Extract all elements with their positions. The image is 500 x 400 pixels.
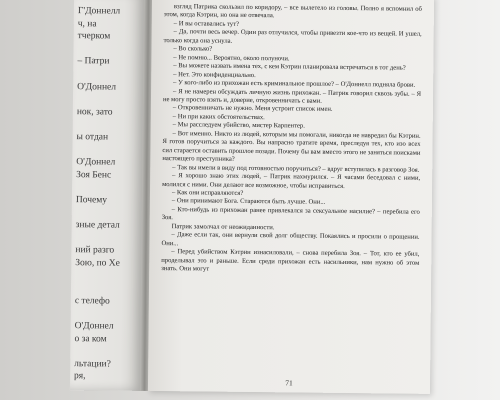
paragraph: – Не помню... Вероятно, около полуночи. (173, 53, 290, 63)
paragraph: – Кто-нибудь из прихожан ранее привлекался за сексуальное насилие? – перебила его Зоя. (161, 206, 420, 222)
paragraph: – Даже если так, они вернули свой долг обществу. Покаялись и просили о прощении. Они... (161, 231, 420, 247)
paragraph: – Перед убийством Кэтрин изнасиловали, – снова перебила Зоя. – Тот, кто ее убил, проделывал это и раньше. Если среди прихожан есть насильники, нам нужно об этом знать. Они могут (161, 248, 420, 273)
left-page-line: ря, (74, 371, 86, 382)
paragraph: Патрик замолчал от неожиданности. (171, 222, 275, 232)
paragraph: – Я не намерен обсуждать личную жизнь прихожан. – Патрик говорил сквозь зубы. – Я не могу просто взять и, доверие, откровенничать с вами. (162, 87, 422, 105)
left-page-line: О'Доннел (76, 157, 116, 168)
page-text (161, 3, 422, 276)
left-page-line: нок, зато (76, 106, 113, 118)
left-page-line: ний разго (75, 245, 115, 256)
paragraph: – У кого-либо из прихожан есть криминальное прошлое? – О'Доннелл подняла брови. (173, 79, 416, 89)
paragraph: – Вот именно. Никто из людей, которым мы помогали, никогда не навредил бы Кэтрин. Я готов поручиться за каждого. Вы напрасно тратите время, преследуя тех, кто изо всех сил старается оставить прошлое позади. Почему бы вам вместо этого не заняться поисками настоящего преступника? (162, 129, 421, 163)
left-page-line: тчерком (77, 31, 111, 42)
left-page-line: о за ком (74, 333, 107, 345)
paragraph: – Ни при каких обстоятельствах. (172, 113, 265, 122)
left-page-line: О'Доннел (74, 321, 114, 332)
paragraph: – Я хорошо знаю этих людей, – Патрик нахмурился. – Я часами беседовал с ними, молился с ними. Они делают все возможное, чтобы исправиться. (162, 172, 421, 190)
left-page-line: – Патри (77, 56, 110, 67)
page-number: 71 (285, 378, 293, 388)
paragraph: – Так вы имели в виду под готовностью поручиться? – вдруг вступилась в разговор Зоя. (172, 163, 420, 174)
left-page-line: Г'Доннелл (77, 6, 121, 17)
left-page-line: Почему (75, 195, 108, 206)
paragraph: – Нет. Это конфиденциально. (173, 70, 256, 79)
left-page-line: ы отдан (76, 132, 109, 143)
paragraph: – Как они исправляются? (171, 189, 244, 197)
left-page-line: зные детал (75, 220, 120, 231)
left-page-line: ч, на (77, 18, 97, 29)
paragraph: – Во сколько? (173, 45, 213, 53)
paragraph: – Да, почти весь вечер. Один раз отлучился, чтобы привезти кое-что из вещей. И ушел, только когда она уснула. (163, 28, 422, 45)
paragraph: взгляд Патрика скользил по коридору, – все вылетело из головы. Полно я вспомнил об этом, когда Кэтрин, но она не отвечала. (163, 3, 422, 20)
left-page (70, 0, 146, 391)
left-page-line: льтации? (74, 358, 111, 370)
left-page-line: с телефо (74, 295, 110, 307)
left-page-line: Зоя Бенс (76, 169, 112, 181)
left-page-line: Зою, по Хе (75, 258, 120, 269)
left-page-line: О'Доннел (77, 81, 117, 93)
right-page (148, 0, 434, 394)
open-book (70, 0, 434, 394)
paragraph: – Вы можете назвать имена тех, с кем Кэтрин планировала встречаться в тот день? (173, 62, 406, 72)
paragraph: – Они принимают Бога. Стараются быть лучше. Они... (171, 197, 326, 207)
paragraph: – Откровенничать не нужно. Меня устроит список имен. (172, 104, 333, 114)
paragraph: – И вы оставались тут? (173, 20, 239, 28)
paragraph: – Мы расследуем убийство, мистер Карпентер. (172, 121, 305, 130)
